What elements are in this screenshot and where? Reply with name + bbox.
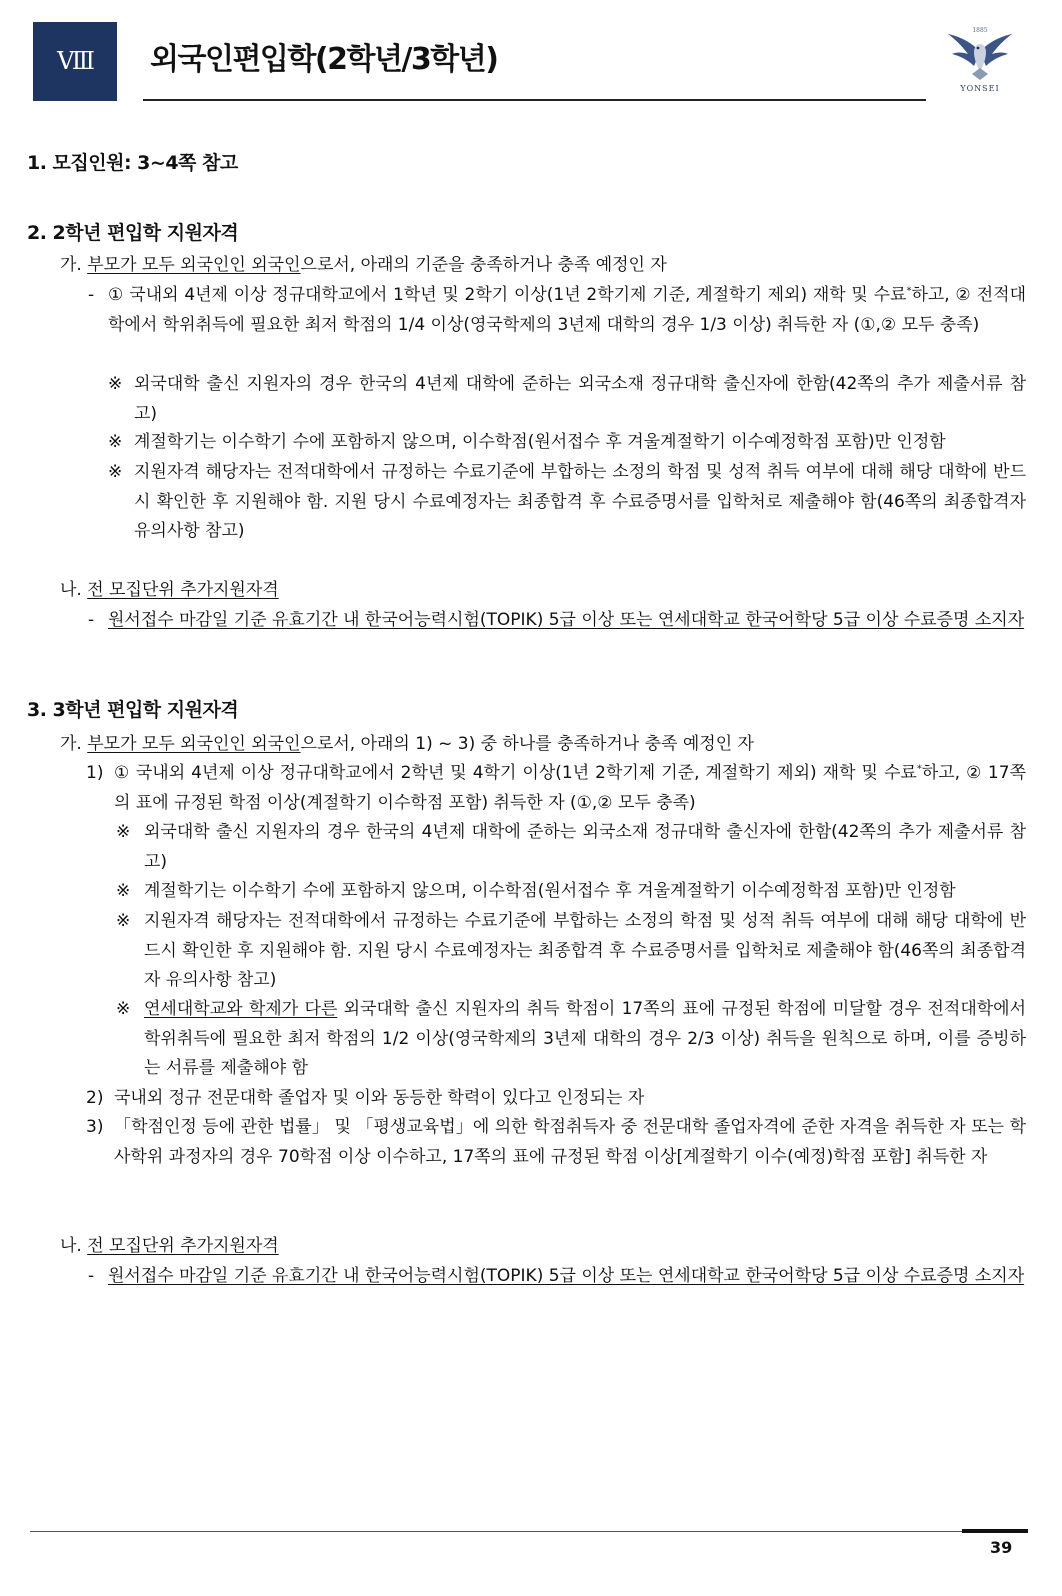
logo-wordmark: YONSEI <box>960 84 1000 93</box>
s2-dash: - <box>88 285 95 305</box>
s3-note-mark-3: ※ <box>116 911 131 931</box>
footer-accent-bar <box>962 1529 1028 1533</box>
s2-note-mark-3: ※ <box>108 462 123 482</box>
s3-item1-text: ① 국내외 4년제 이상 정규대학교에서 2학년 및 4학기 이상(1년 2학기제 기준, 계절학기 제외) 재학 및 수료 <box>114 763 917 783</box>
s3-ga-underline: 부모가 모두 외국인인 외국인 <box>87 734 301 754</box>
section-3-heading: 3. 3학년 편입학 지원자격 <box>27 699 239 721</box>
s3-note-mark-2: ※ <box>116 881 131 901</box>
s3-note-3: 지원자격 해당자는 전적대학에서 규정하는 수료기준에 부합하는 소정의 학점 및 성적 취득 여부에 대해 해당 대학에 반드시 확인한 후 지원해야 함. 지원 당시 수료예정자는 최종합격 후 수료증명서를 입학처로 제출해야 함(46쪽의 최종합격자 유의사항 참고) <box>144 911 1026 990</box>
s2-na-title: 전 모집단위 추가지원자격 <box>87 580 279 600</box>
s3-na-dash: - <box>88 1266 95 1286</box>
s3-item3-num: 3) <box>86 1117 104 1137</box>
s3-note4-underline: 연세대학교와 학제가 다른 <box>144 999 338 1019</box>
s3-note-mark-4: ※ <box>116 999 131 1019</box>
s2-na-label: 나. <box>60 580 82 600</box>
section-2-heading: 2. 2학년 편입학 지원자격 <box>27 222 239 244</box>
footer-divider <box>30 1531 1028 1532</box>
s3-item3: 「학점인정 등에 관한 법률」 및 「평생교육법」에 의한 학점취득자 중 전문대학 졸업자격에 준한 자격을 취득한 자 또는 학사학위 과정자의 경우 70학점 이상 이수하고, 17쪽의 표에 규정된 학점 이상[계절학기 이수(예정)학점 포함] 취득한 자 <box>114 1117 1026 1167</box>
s2-ga-underline: 부모가 모두 외국인인 외국인 <box>87 255 301 275</box>
s3-ga-line <box>60 730 754 760</box>
s2-note-1: 외국대학 출신 지원자의 경우 한국의 4년제 대학에 준하는 외국소재 정규대학 출신자에 한함(42쪽의 추가 제출서류 참고) <box>134 374 1026 424</box>
section-1-heading: 1. 모집인원: 3~4쪽 참고 <box>27 152 238 174</box>
s2-item <box>108 281 1026 340</box>
s3-ga-rest: 으로서, 아래의 1) ~ 3) 중 하나를 충족하거나 충족 예정인 자 <box>300 734 754 754</box>
title-divider <box>143 99 926 101</box>
s3-item2: 국내외 정규 전문대학 졸업자 및 이와 동등한 학력이 있다고 인정되는 자 <box>114 1088 645 1108</box>
page-header <box>0 0 1062 112</box>
chapter-badge: Ⅷ <box>33 22 117 101</box>
s2-ga-line <box>60 251 667 281</box>
yonsei-eagle-logo <box>944 24 1016 98</box>
s3-ga-label: 가. <box>60 734 82 754</box>
s3-na-label: 나. <box>60 1236 82 1256</box>
s2-na-line <box>60 576 279 606</box>
s3-na-line <box>60 1232 279 1262</box>
s2-item-text2: 하고, ② 전적대학에서 학위취득에 필요한 최저 학점의 1/4 이상(영국학제의 3년제 대학의 경우 1/3 이상) 취득한 자 (①,② 모두 충족) <box>108 285 1027 335</box>
s2-note-3: 지원자격 해당자는 전적대학에서 규정하는 수료기준에 부합하는 소정의 학점 및 성적 취득 여부에 대해 해당 대학에 반드시 확인한 후 지원해야 함. 지원 당시 수료예정자는 최종합격 후 수료증명서를 입학처로 제출해야 함(46쪽의 최종합격자 유의사항 참고) <box>134 462 1026 541</box>
s2-item-star: * <box>906 285 912 297</box>
s2-note-2: 계절학기는 이수학기 수에 포함하지 않으며, 이수학점(원서접수 후 겨울계절학기 이수예정학점 포함)만 인정함 <box>134 432 946 452</box>
s3-na-item: 원서접수 마감일 기준 유효기간 내 한국어능력시험(TOPIK) 5급 이상 또는 연세대학교 한국어학당 5급 이상 수료증명 소지자 <box>108 1266 1025 1286</box>
s3-na-title: 전 모집단위 추가지원자격 <box>87 1236 279 1256</box>
s3-item1-star: * <box>916 763 922 775</box>
s3-note-4 <box>144 995 1026 1084</box>
s3-item1-num: 1) <box>86 763 104 783</box>
s3-note-1: 외국대학 출신 지원자의 경우 한국의 4년제 대학에 준하는 외국소재 정규대학 출신자에 한함(42쪽의 추가 제출서류 참고) <box>144 822 1026 872</box>
s2-ga-rest: 으로서, 아래의 기준을 충족하거나 충족 예정인 자 <box>300 255 667 275</box>
s3-note-2: 계절학기는 이수학기 수에 포함하지 않으며, 이수학점(원서접수 후 겨울계절학기 이수예정학점 포함)만 인정함 <box>144 881 956 901</box>
page-number: 39 <box>990 1538 1013 1557</box>
s2-item-text: ① 국내외 4년제 이상 정규대학교에서 1학년 및 2학기 이상(1년 2학기제 기준, 계절학기 제외) 재학 및 수료 <box>108 285 907 305</box>
page-title: 외국인편입학(2학년/3학년) <box>150 42 498 77</box>
s3-item2-num: 2) <box>86 1088 104 1108</box>
s2-ga-label: 가. <box>60 255 82 275</box>
s3-note-mark-1: ※ <box>116 822 131 842</box>
s2-note-mark-1: ※ <box>108 374 123 394</box>
s3-item1 <box>114 759 1026 818</box>
s2-na-item: 원서접수 마감일 기준 유효기간 내 한국어능력시험(TOPIK) 5급 이상 또는 연세대학교 한국어학당 5급 이상 수료증명 소지자 <box>108 610 1025 630</box>
logo-year: 1885 <box>972 27 988 34</box>
s3-note4-rest: 외국대학 출신 지원자의 취득 학점이 17쪽의 표에 규정된 학점에 미달할 경우 전적대학에서 학위취득에 필요한 최저 학점의 1/2 이상(영국학제의 3년제 대학의 경우 2/3 이상) 취득을 원칙으로 하며, 이를 증빙하는 서류를 제출해야 함 <box>144 999 1027 1078</box>
s2-note-mark-2: ※ <box>108 432 123 452</box>
s3-item1-text2: 하고, ② 17쪽의 표에 규정된 학점 이상(계절학기 이수학점 포함) 취득한 자 (①,② 모두 충족) <box>114 763 1026 813</box>
s2-na-dash: - <box>88 610 95 630</box>
